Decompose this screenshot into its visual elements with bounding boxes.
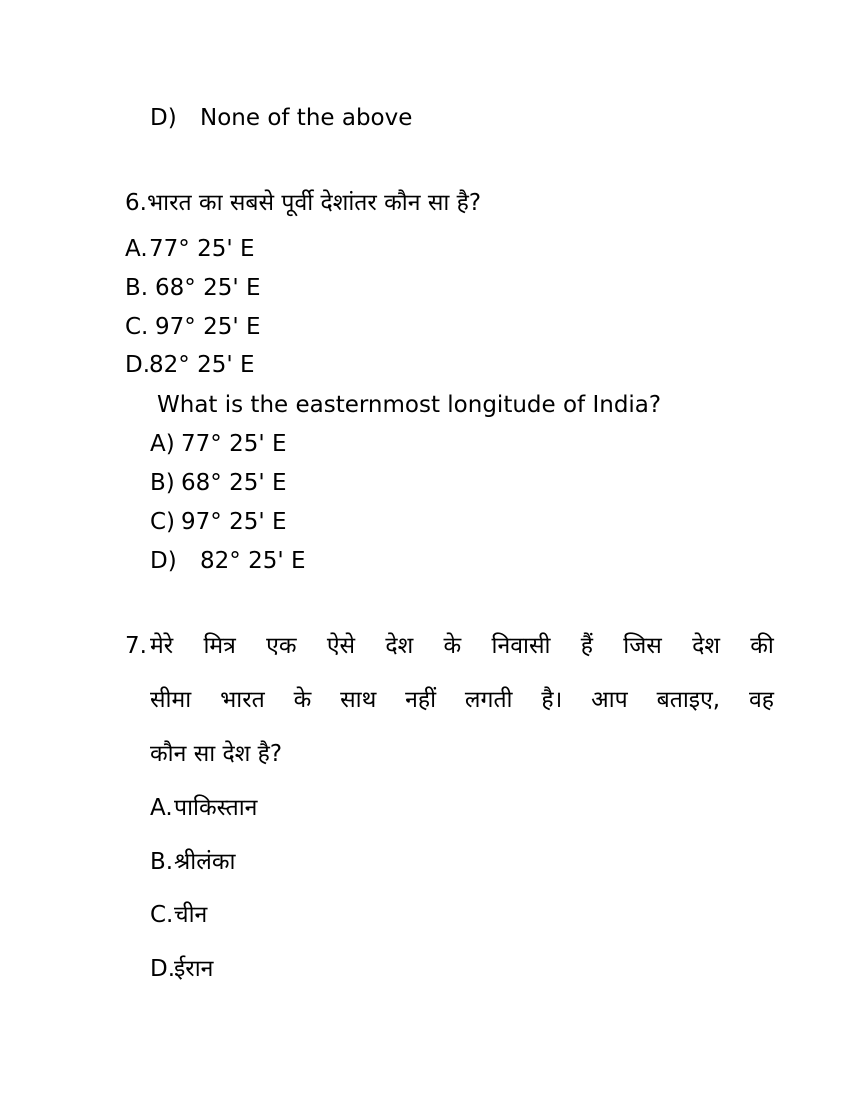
q7-question-line-3: [150, 739, 282, 769]
word: ऐसे: [326, 633, 356, 659]
option-label: A): [150, 431, 175, 457]
q6-english-option-b: [150, 468, 287, 498]
word: के: [443, 633, 462, 659]
word: देश: [385, 633, 414, 659]
question-number: 7.: [125, 633, 147, 659]
option-label: C.: [125, 314, 149, 340]
option-text: 77° 25' E: [181, 431, 287, 457]
q6-hindi-option-c: [125, 312, 261, 342]
option-label: D.: [150, 956, 176, 982]
word: निवासी: [491, 633, 551, 659]
q6-english-option-d: [150, 546, 306, 576]
option-label: D): [150, 105, 177, 131]
question-text: What is the easternmost longitude of India?: [157, 392, 662, 418]
option-label: C): [150, 509, 176, 535]
question-text: कौन सा देश है?: [150, 741, 283, 767]
option-text: ईरान: [174, 956, 214, 982]
option-label: D.: [125, 352, 151, 378]
option-text: 68° 25' E: [181, 470, 287, 496]
option-label: B.: [125, 275, 149, 301]
option-text: 82° 25' E: [200, 548, 306, 574]
q6-hindi-question: [125, 188, 481, 218]
option-text: पाकिस्तान: [174, 795, 258, 821]
option-text: 82° 25' E: [149, 352, 255, 378]
option-text: 97° 25' E: [155, 314, 261, 340]
word: सीमा: [150, 687, 192, 713]
word: मेरे: [150, 633, 174, 659]
option-text: 97° 25' E: [181, 509, 287, 535]
q6-hindi-option-d: [125, 350, 255, 380]
option-label: D): [150, 548, 177, 574]
option-text: चीन: [174, 902, 208, 928]
q7-option-b: [150, 847, 235, 877]
option-text: 77° 25' E: [149, 236, 255, 262]
word: मित्र: [203, 633, 236, 659]
q7-question-line-2: [150, 685, 774, 715]
q6-english-option-a: [150, 429, 287, 459]
q7-option-c: [150, 900, 207, 930]
word: देश: [692, 633, 720, 659]
q7-question-line-1: [150, 631, 774, 661]
q6-hindi-option-b: [125, 273, 261, 303]
word: आप: [591, 687, 628, 713]
word: लगती: [464, 687, 513, 713]
option-label: B): [150, 470, 175, 496]
option-label: A.: [125, 236, 148, 262]
option-label: C.: [150, 902, 174, 928]
question-number: 6.: [125, 190, 147, 216]
option-text: 68° 25' E: [155, 275, 261, 301]
word: है।: [541, 687, 563, 713]
q6-english-option-c: [150, 507, 287, 537]
word: हैं: [580, 633, 593, 659]
q7-option-d: [150, 954, 213, 984]
q6-english-question: [157, 390, 661, 420]
word: वह: [748, 687, 774, 713]
word: की: [750, 633, 774, 659]
prev-option-d: [150, 103, 412, 133]
q7-number: [125, 631, 147, 661]
q6-hindi-option-a: [125, 234, 255, 264]
option-text: None of the above: [200, 105, 413, 131]
word: नहीं: [405, 687, 437, 713]
option-text: श्रीलंका: [174, 849, 236, 875]
option-label: A.: [150, 795, 173, 821]
word: जिस: [623, 633, 662, 659]
word: बताइए,: [656, 687, 721, 713]
word: एक: [266, 633, 297, 659]
question-text: भारत का सबसे पूर्वी देशांतर कौन सा है?: [146, 190, 482, 216]
q7-option-a: [150, 793, 257, 823]
word: साथ: [340, 687, 377, 713]
word: के: [293, 687, 312, 713]
option-label: B.: [150, 849, 174, 875]
word: भारत: [220, 687, 265, 713]
